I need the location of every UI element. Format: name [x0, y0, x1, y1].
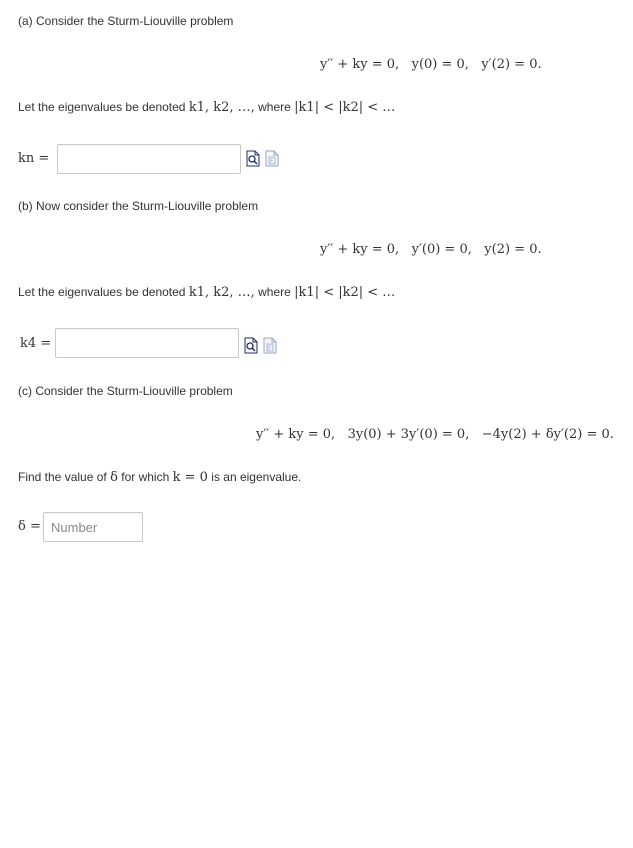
part-c-find-text-2: for which	[121, 470, 170, 484]
part-c-find-text-1: Find the value of	[18, 470, 107, 484]
preview-magnifier-icon[interactable]	[244, 337, 258, 354]
part-c-delta-input[interactable]	[43, 512, 143, 542]
part-b-equation	[320, 242, 542, 257]
part-c-title: (c) Consider the Sturm-Liouville problem	[18, 384, 233, 398]
part-c-answer-label: δ =	[18, 519, 41, 534]
part-a-title: (a) Consider the Sturm-Liouville problem	[18, 14, 234, 28]
part-a-eigen-list: k1, k2, …,	[188, 100, 255, 115]
part-b-answer-input[interactable]	[55, 328, 239, 358]
part-b-bc1: y′(0) = 0,	[411, 242, 472, 257]
formula-help-icon[interactable]	[263, 337, 277, 354]
part-b-eigen-list: k1, k2, …,	[188, 285, 255, 300]
part-b-eigen-text: Let the eigenvalues be denoted	[18, 285, 186, 299]
part-a-eigen-sentence	[18, 100, 395, 115]
part-b-answer-label: k4 =	[20, 336, 52, 351]
part-c-find-k0: k = 0	[172, 470, 208, 485]
part-c-find-sentence	[18, 470, 301, 485]
svg-text:F: F	[270, 158, 274, 165]
part-b-eigen-sentence	[18, 285, 395, 300]
part-c-find-text-3: is an eigenvalue.	[211, 470, 302, 484]
svg-text:F: F	[268, 345, 272, 352]
part-a-ode: y′′ + ky = 0,	[320, 57, 400, 72]
part-c-bc2: −4y(2) + δy′(2) = 0.	[481, 427, 614, 442]
part-b-title: (b) Now consider the Sturm-Liouville problem	[18, 199, 259, 213]
part-b-bc2: y(2) = 0.	[484, 242, 542, 257]
preview-magnifier-icon[interactable]	[246, 150, 260, 167]
part-a-answer-input[interactable]	[57, 144, 241, 174]
part-c-find-delta: δ	[110, 470, 118, 485]
part-c-equation	[256, 427, 614, 442]
part-a-bc2: y′(2) = 0.	[481, 57, 542, 72]
part-c-bc1: 3y(0) + 3y′(0) = 0,	[347, 427, 470, 442]
part-a-bc1: y(0) = 0,	[411, 57, 469, 72]
part-c-ode: y′′ + ky = 0,	[256, 427, 336, 442]
part-b-ode: y′′ + ky = 0,	[320, 242, 400, 257]
part-a-where-text: where	[258, 100, 291, 114]
part-b-where-text: where	[258, 285, 291, 299]
part-a-eigen-text: Let the eigenvalues be denoted	[18, 100, 186, 114]
part-a-order: |k1| < |k2| < …	[294, 100, 396, 115]
part-a-equation	[320, 57, 542, 72]
part-b-order: |k1| < |k2| < …	[294, 285, 396, 300]
part-a-answer-label: kn =	[18, 151, 50, 166]
formula-help-icon[interactable]	[265, 150, 279, 167]
